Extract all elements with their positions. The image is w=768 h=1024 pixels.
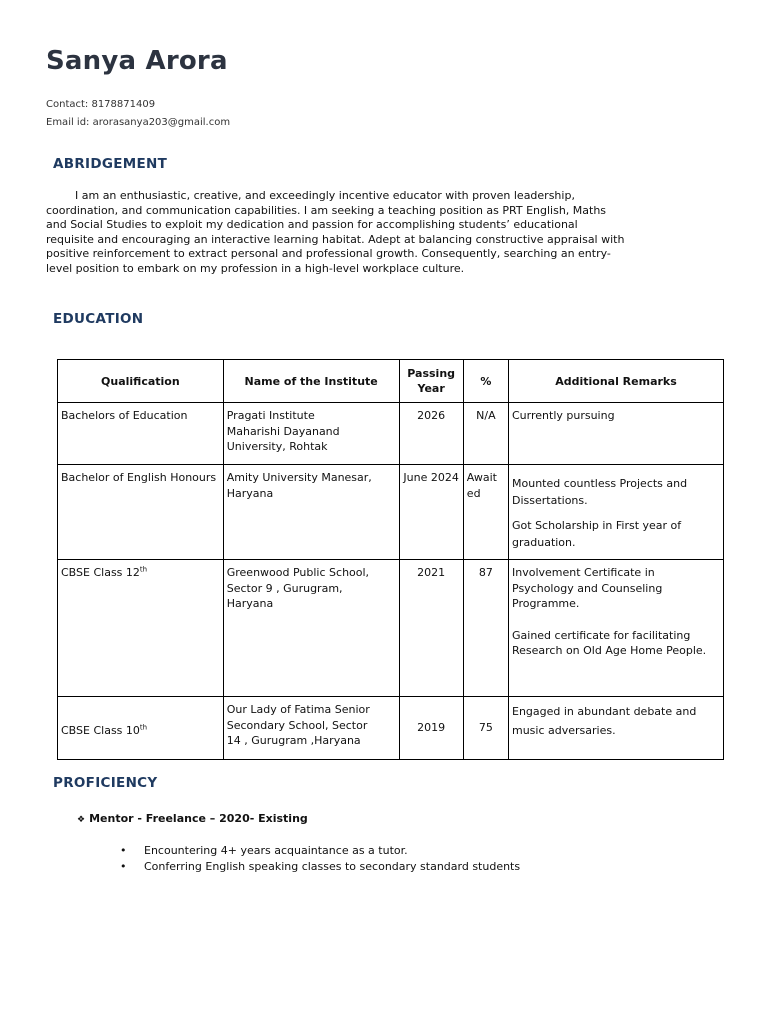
cell-qualification — [58, 560, 224, 697]
proficiency-heading: PROFICIENCY — [53, 775, 158, 791]
cell-remarks — [509, 465, 724, 560]
institute-line: Maharishi Dayanand — [226, 424, 340, 438]
col-qualification: Qualification — [58, 360, 224, 403]
cell-remarks — [509, 403, 724, 465]
cell-institute — [223, 465, 399, 560]
remark-paragraph — [512, 565, 723, 612]
role-text: Mentor - Freelance – 2020- Existing — [89, 812, 308, 825]
cell-percent — [463, 465, 508, 560]
qualification-sup: th — [139, 565, 148, 574]
cell-percent: 87 — [463, 560, 508, 697]
proficiency-list — [120, 843, 520, 875]
cell-remarks — [509, 560, 724, 697]
cell-year: 2019 — [399, 697, 463, 760]
summary-line: and Social Studies to exploit my dedication and passion for accomplishing students’ educational — [46, 218, 578, 232]
list-item-text: Conferring English speaking classes to secondary standard students — [144, 860, 521, 873]
cell-year: 2026 — [399, 403, 463, 465]
remark-paragraph — [512, 628, 723, 659]
remark-line: Currently pursuing — [512, 409, 615, 422]
bullet-icon: • — [120, 844, 127, 857]
abridgement-heading: ABRIDGEMENT — [53, 156, 168, 172]
qualification-text: CBSE Class 10 — [61, 723, 140, 737]
qualification-text: CBSE Class 12 — [61, 566, 140, 579]
table-row — [58, 697, 724, 760]
remark-paragraph — [512, 702, 723, 740]
col-percent: % — [463, 360, 508, 403]
remark-paragraph — [512, 475, 723, 509]
remark-line: Psychology and Counseling — [512, 581, 663, 595]
institute-line: Haryana — [226, 486, 274, 500]
cell-qualification: Bachelor of English Honours — [58, 465, 224, 560]
table-row — [58, 403, 724, 465]
list-item-text: Encountering 4+ years acquaintance as a tutor. — [144, 844, 408, 857]
remark-line: Programme. — [512, 597, 580, 610]
list-item — [120, 843, 520, 859]
contact-phone: Contact: 8178871409 — [46, 99, 156, 110]
cell-year: 2021 — [399, 560, 463, 697]
institute-line: Greenwood Public School, — [226, 566, 370, 579]
abridgement-text — [46, 189, 646, 277]
cell-year: June 2024 — [399, 465, 463, 560]
diamond-bullet-icon: ❖ — [77, 815, 86, 825]
institute-line: Pragati Institute — [226, 409, 315, 422]
col-passing-year-l1: Passing — [407, 367, 456, 380]
remark-line: Research on Old Age Home People. — [512, 644, 707, 657]
summary-line: requisite and encouraging an interactive learning habitat. Adept at balancing constructive appraisal with — [46, 232, 625, 246]
institute-line: 14 , Gurugram ,Haryana — [226, 734, 361, 747]
table-row — [58, 560, 724, 697]
summary-line: positive reinforcement to extract personal and professional growth. Consequently, searching an entry- — [46, 247, 611, 261]
institute-line: Sector 9 , Gurugram, — [226, 581, 343, 595]
col-passing-year — [399, 360, 463, 403]
cell-institute — [223, 403, 399, 465]
education-table — [57, 359, 724, 760]
institute-line: Haryana — [226, 597, 274, 610]
summary-line: I am an enthusiastic, creative, and exceedingly incentive educator with proven leadership, — [75, 189, 575, 202]
remark-line: Got Scholarship in First year of — [512, 519, 682, 532]
remark-line: Dissertations. — [512, 494, 588, 507]
institute-line: University, Rohtak — [226, 440, 328, 453]
table-row — [58, 465, 724, 560]
remark-line: Gained certificate for facilitating — [512, 628, 691, 642]
summary-line: level position to embark on my profession in a high-level workplace culture. — [46, 261, 465, 275]
cell-institute — [223, 697, 399, 760]
contact-email: Email id: arorasanya203@gmail.com — [46, 117, 231, 128]
col-institute: Name of the Institute — [223, 360, 399, 403]
percent-line: Await — [466, 471, 497, 484]
remark-line: Involvement Certificate in — [512, 566, 655, 579]
remark-line: Engaged in abundant debate and — [512, 705, 697, 718]
col-passing-year-l2: Year — [417, 382, 445, 395]
institute-line: Amity University Manesar, — [226, 471, 372, 484]
bullet-icon: • — [120, 860, 127, 873]
cell-percent: N/A — [463, 403, 508, 465]
remark-line: graduation. — [512, 536, 576, 549]
remark-paragraph — [512, 517, 723, 551]
cell-qualification — [58, 697, 224, 760]
qualification-sup: th — [139, 723, 148, 732]
col-remarks: Additional Remarks — [509, 360, 724, 403]
percent-line: ed — [466, 486, 481, 500]
summary-line: coordination, and communication capabilities. I am seeking a teaching position as PRT English, Maths — [46, 203, 607, 217]
education-heading: EDUCATION — [53, 311, 144, 327]
candidate-name: Sanya Arora — [46, 46, 228, 76]
remark-line: Mounted countless Projects and — [512, 477, 688, 490]
institute-line: Secondary School, Sector — [226, 718, 368, 732]
institute-line: Our Lady of Fatima Senior — [226, 703, 370, 716]
cell-qualification: Bachelors of Education — [58, 403, 224, 465]
remark-line: music adversaries. — [512, 724, 616, 737]
cell-remarks — [509, 697, 724, 760]
cell-institute — [223, 560, 399, 697]
proficiency-role — [77, 812, 308, 825]
list-item — [120, 859, 520, 875]
cell-percent: 75 — [463, 697, 508, 760]
table-header-row — [58, 360, 724, 403]
